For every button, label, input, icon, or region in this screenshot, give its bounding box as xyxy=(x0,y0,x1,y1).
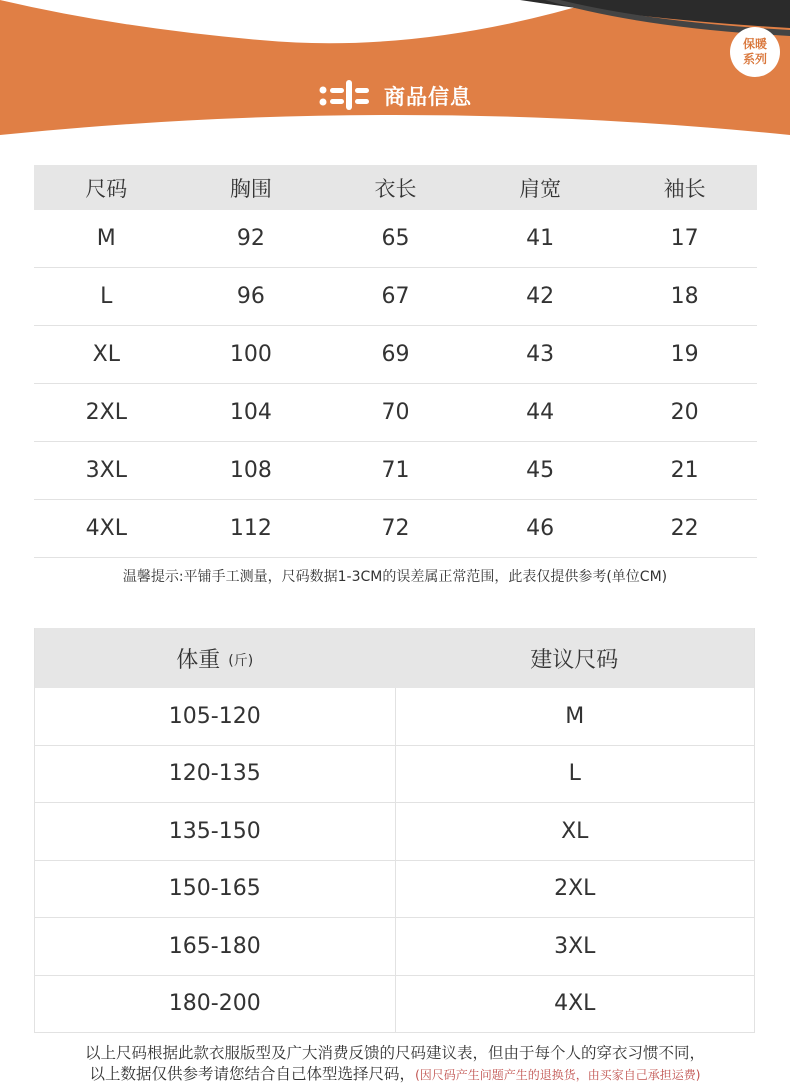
header-cell: 尺码 xyxy=(85,176,128,201)
table-cell: 45 xyxy=(526,458,555,483)
table-cell: 19 xyxy=(670,342,699,367)
table-cell: 71 xyxy=(381,458,410,483)
table-cell: 42 xyxy=(526,284,555,309)
table-cell: 4XL xyxy=(85,516,127,541)
table-row xyxy=(34,384,757,442)
badge-line2: 系列 xyxy=(742,52,767,66)
size-cell: XL xyxy=(395,803,755,860)
table-cell: M xyxy=(96,226,116,251)
table-row xyxy=(34,442,757,500)
header-cell-weight xyxy=(35,628,395,688)
weight-table-header xyxy=(35,628,754,688)
table-cell: 96 xyxy=(236,284,265,309)
size-disclaimer xyxy=(0,1043,790,1086)
disclaimer-line2 xyxy=(0,1064,790,1086)
size-table xyxy=(34,165,757,558)
header-cell-size: 建议尺码 xyxy=(530,647,619,673)
decorative-dots-icon xyxy=(318,76,374,116)
weight-cell: 180-200 xyxy=(168,991,261,1017)
weight-cell: 150-165 xyxy=(168,876,261,902)
table-row xyxy=(35,688,754,746)
size-cell: L xyxy=(395,746,755,803)
table-cell: 18 xyxy=(670,284,699,309)
table-cell: 100 xyxy=(229,342,272,367)
size-cell: 3XL xyxy=(395,918,755,975)
table-cell: 112 xyxy=(229,516,272,541)
table-row xyxy=(34,210,757,268)
table-cell: 17 xyxy=(670,226,699,251)
table-row xyxy=(35,918,754,976)
weight-cell: 165-180 xyxy=(168,933,261,959)
disclaimer-shipping-note: (因尺码产生问题产生的退换货，由买家自己承担运费) xyxy=(415,1068,701,1082)
badge-line1: 保暖 xyxy=(742,37,767,51)
header-cell: 胸围 xyxy=(229,176,272,201)
table-row xyxy=(35,803,754,861)
table-cell: 65 xyxy=(381,226,410,251)
table-row xyxy=(34,326,757,384)
table-cell: L xyxy=(100,284,113,309)
table-cell: XL xyxy=(92,342,120,367)
table-cell: 2XL xyxy=(85,400,127,425)
table-cell: 69 xyxy=(381,342,410,367)
disclaimer-line2-text: 以上数据仅供参考请您结合自己体型选择尺码， xyxy=(89,1065,416,1083)
size-table-header xyxy=(34,165,757,210)
table-cell: 44 xyxy=(526,400,555,425)
section-title xyxy=(0,76,790,116)
header-banner xyxy=(0,0,790,140)
table-cell: 104 xyxy=(229,400,272,425)
table-cell: 20 xyxy=(670,400,699,425)
header-weight-unit: (斤) xyxy=(228,653,254,669)
header-weight-label: 体重 xyxy=(176,647,221,673)
table-cell: 67 xyxy=(381,284,410,309)
table-cell: 46 xyxy=(526,516,555,541)
page-title: 商品信息 xyxy=(384,85,472,109)
size-cell: 2XL xyxy=(395,861,755,918)
table-cell: 41 xyxy=(526,226,555,251)
warm-series-badge xyxy=(730,27,780,77)
table-row xyxy=(34,500,757,558)
table-row xyxy=(34,268,757,326)
weight-cell: 120-135 xyxy=(168,761,261,787)
table-row xyxy=(35,861,754,919)
title-underline xyxy=(385,118,425,121)
weight-cell: 135-150 xyxy=(168,818,261,844)
table-cell: 72 xyxy=(381,516,410,541)
table-cell: 70 xyxy=(381,400,410,425)
table-cell: 43 xyxy=(526,342,555,367)
table-cell: 108 xyxy=(229,458,272,483)
table-row xyxy=(35,746,754,804)
disclaimer-line1: 以上尺码根据此款衣服版型及广大消费反馈的尺码建议表，但由于每个人的穿衣习惯不同， xyxy=(84,1044,705,1062)
weight-cell: 105-120 xyxy=(168,703,261,729)
measurement-note: 温馨提示:平铺手工测量，尺码数据1-3CM的误差属正常范围，此表仅提供参考(单位CM) xyxy=(122,569,668,585)
table-cell: 92 xyxy=(236,226,265,251)
table-row xyxy=(35,976,754,1034)
size-cell: M xyxy=(395,688,755,745)
weight-size-table xyxy=(34,628,755,1033)
table-cell: 3XL xyxy=(85,458,127,483)
table-cell: 21 xyxy=(670,458,699,483)
header-cell: 袖长 xyxy=(663,176,706,201)
header-cell: 衣长 xyxy=(374,176,417,201)
table-cell: 22 xyxy=(670,516,699,541)
size-cell: 4XL xyxy=(395,976,755,1033)
header-cell: 肩宽 xyxy=(519,176,562,201)
size-table-body xyxy=(34,210,757,558)
